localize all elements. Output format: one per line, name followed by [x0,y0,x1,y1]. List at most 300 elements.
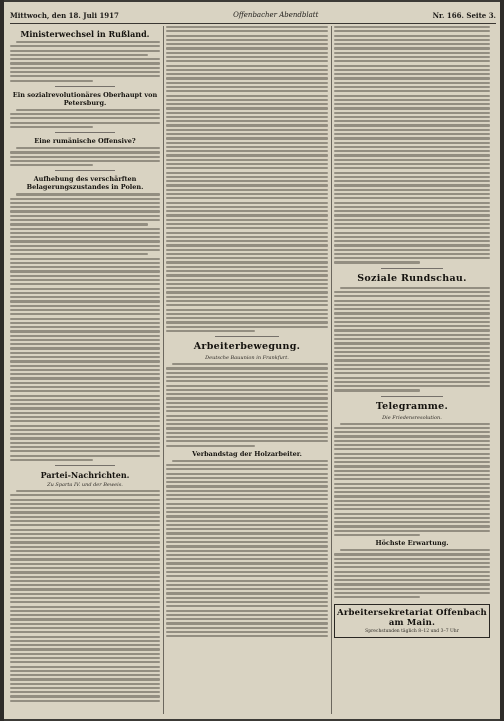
text-line [10,58,160,60]
text-line [10,369,160,371]
text-line [10,245,160,247]
article-body [166,460,328,638]
text-line [334,291,490,293]
text-line [166,410,328,412]
column-2 [166,26,328,716]
text-line [10,399,160,401]
text-line [166,423,328,425]
text-line [10,437,160,439]
text-line [166,515,328,517]
article-heading: Höchste Erwartung. [375,539,449,548]
text-line [340,423,490,425]
article-body [334,26,490,264]
text-line [334,202,490,204]
text-line [334,133,490,135]
text-line [166,210,328,212]
text-line [10,300,160,302]
text-line [334,304,490,306]
text-line [334,470,490,472]
text-line [10,687,160,689]
text-line [334,163,490,165]
text-line [166,326,328,328]
text-line [334,189,490,191]
text-line [166,610,328,612]
text-line [10,576,160,578]
text-line [10,330,160,332]
article-body [166,363,328,447]
text-line [334,504,490,506]
text-line [166,95,328,97]
text-line [10,164,93,166]
text-line [166,56,328,58]
text-line [334,377,490,379]
text-line [166,541,328,543]
text-line [166,494,328,496]
text-line [166,580,328,582]
text-line [334,236,490,238]
text-line [334,440,490,442]
text-line [166,249,328,251]
text-line [10,198,160,200]
text-line [10,666,160,668]
text-line [334,521,490,523]
text-line [166,103,328,105]
text-line [166,402,328,404]
text-line [334,184,490,186]
text-line [10,580,160,582]
text-line [10,240,160,242]
text-line [10,313,160,315]
text-line [334,65,490,67]
text-line [166,524,328,526]
text-line [10,631,160,633]
text-line [334,193,490,195]
article-heading: Partei-Nachrichten. [40,469,130,480]
text-line [166,330,255,332]
text-line [10,236,160,238]
text-line [334,317,490,319]
text-line [166,99,328,101]
text-line [166,477,328,479]
text-line [166,554,328,556]
header-issue: Nr. 166. Seite 3. [432,10,496,20]
text-line [166,372,328,374]
text-line [10,343,160,345]
text-line [166,163,328,165]
text-line [10,318,160,320]
text-line [166,481,328,483]
text-line [334,129,490,131]
text-line [166,202,328,204]
text-line [334,219,490,221]
text-line [334,124,490,126]
text-line [166,227,328,229]
article-heading: Ein sozialrevolutionäres Oberhaupt von Petersburg. [12,90,158,107]
text-line [10,644,160,646]
text-line [166,415,328,417]
text-line [334,364,490,366]
text-line [10,524,160,526]
text-line [334,351,490,353]
text-line [334,312,490,314]
text-line [334,210,490,212]
text-line [334,73,490,75]
text-line [166,129,328,131]
text-line [166,562,328,564]
text-line [334,461,490,463]
text-line [166,436,328,438]
text-line [10,597,160,599]
text-line [334,495,490,497]
text-line [166,176,328,178]
text-line [10,262,160,264]
text-line [10,554,160,556]
text-line [10,202,160,204]
text-line [166,550,328,552]
text-line [166,507,328,509]
text-line [10,494,160,496]
text-line [334,180,490,182]
text-line [166,146,328,148]
text-line [166,30,328,32]
text-line [334,368,490,370]
text-line [10,126,93,128]
text-line [166,313,328,315]
text-line [334,43,490,45]
text-line [10,455,160,457]
text-line [166,116,328,118]
text-line [340,287,490,289]
text-line [166,206,328,208]
text-line [166,389,328,391]
text-line [10,296,160,298]
text-line [166,73,328,75]
text-line [334,26,490,28]
text-line [166,274,328,276]
column-1 [10,26,160,716]
text-line [334,295,490,297]
text-line [334,107,490,109]
text-line [10,335,160,337]
text-line [334,508,490,510]
article-subheading: Zu Sparta IV. und der Beweis. [47,481,123,488]
text-line [334,99,490,101]
text-line [10,420,160,422]
text-line [166,537,328,539]
text-line [10,416,160,418]
text-line [166,287,328,289]
advertisement-box [334,604,490,638]
text-line [166,219,328,221]
text-line [10,459,93,461]
text-line [10,537,160,539]
text-line [334,583,490,585]
text-line [10,695,160,697]
text-line [10,206,160,208]
text-line [166,511,328,513]
text-line [10,232,160,234]
text-line [334,227,490,229]
article-separator [215,336,280,337]
text-line [10,80,93,82]
text-line [10,270,160,272]
text-line [166,440,328,442]
text-line [166,503,328,505]
text-line [334,562,490,564]
text-line [166,232,328,234]
text-line [166,618,328,620]
text-line [334,240,490,242]
text-line [10,266,160,268]
text-line [334,478,490,480]
section-heading: Arbeiterbewegung. [193,341,301,353]
text-line [166,304,328,306]
text-line [166,406,328,408]
text-line [334,232,490,234]
text-line [10,507,160,509]
text-line [334,359,490,361]
article-heading: Eine rumänische Offensive? [34,137,136,146]
text-line [166,393,328,395]
text-line [10,601,160,603]
text-line [166,321,328,323]
text-line [10,373,160,375]
text-line [334,150,490,152]
text-line [334,435,490,437]
text-line [16,147,160,149]
column-divider [331,26,332,714]
text-line [166,380,328,382]
text-line [10,623,160,625]
text-line [10,610,160,612]
text-line [334,381,490,383]
text-line [334,30,490,32]
text-line [166,223,328,225]
text-line [166,47,328,49]
text-line [10,219,160,221]
text-line [166,622,328,624]
text-line [334,47,490,49]
text-line [166,69,328,71]
text-line [10,558,160,560]
text-line [10,516,160,518]
text-line [166,317,328,319]
text-line [340,549,490,551]
text-line [334,116,490,118]
text-line [10,563,160,565]
text-line [334,453,490,455]
text-line [10,648,160,650]
text-line [10,275,160,277]
text-line [10,160,160,162]
text-line [166,270,328,272]
text-line [10,636,160,638]
text-line [10,691,160,693]
text-line [166,172,328,174]
text-line [166,397,328,399]
text-line [334,355,490,357]
text-line [334,579,490,581]
section-heading: Telegramme. [375,400,449,412]
text-line [10,606,160,608]
text-line [10,122,160,124]
text-line [166,189,328,191]
text-line [166,86,328,88]
text-line [334,300,490,302]
text-line [10,520,160,522]
text-line [334,517,490,519]
text-line [334,342,490,344]
text-line [334,457,490,459]
text-line [334,465,490,467]
text-line [10,403,160,405]
text-line [334,575,490,577]
text-line [334,90,490,92]
text-line [10,50,160,52]
text-line [10,62,160,64]
text-line [334,329,490,331]
text-line [10,223,148,225]
text-line [334,103,490,105]
text-line [334,448,490,450]
text-line [10,288,160,290]
text-line [166,253,328,255]
article-heading: Verbandstag der Holzarbeiter. [192,449,302,458]
text-line [10,309,160,311]
text-line [166,167,328,169]
text-line [334,372,490,374]
text-line [172,460,328,462]
text-line [10,356,160,358]
text-line [10,305,160,307]
text-line [10,117,160,119]
text-line [334,206,490,208]
text-line [334,172,490,174]
text-line [10,347,160,349]
text-line [166,291,328,293]
text-line [166,257,328,259]
text-line [10,390,160,392]
text-line [166,184,328,186]
text-line [166,597,328,599]
article-separator [55,465,115,466]
text-line [10,640,160,642]
text-line [10,386,160,388]
text-line [166,385,328,387]
text-line [10,533,160,535]
article-body [10,41,160,82]
text-line [166,193,328,195]
text-line [166,309,328,311]
page-header [10,8,496,22]
text-line [10,546,160,548]
text-line [10,360,160,362]
section-heading: Soziale Rundschau. [357,272,467,284]
text-line [172,363,328,365]
text-line [166,627,328,629]
text-line [10,377,160,379]
text-line [166,77,328,79]
text-line [334,154,490,156]
text-line [166,427,328,429]
text-line [166,545,328,547]
text-line [10,395,160,397]
text-line [334,86,490,88]
text-line [166,137,328,139]
text-line [10,678,160,680]
text-line [10,71,160,73]
text-line [334,167,490,169]
text-line [10,618,160,620]
text-line [334,558,490,560]
text-line [166,133,328,135]
text-line [166,244,328,246]
article-body [334,423,490,537]
article-body [10,193,160,461]
text-line [334,120,490,122]
text-line [10,249,160,251]
text-line [166,367,328,369]
text-line [334,487,490,489]
text-line [334,56,490,58]
text-line [10,670,160,672]
article-separator [55,132,115,133]
text-line [166,261,328,263]
text-line [334,338,490,340]
text-line [334,385,490,387]
text-line [10,326,160,328]
text-line [10,588,160,590]
text-line [166,150,328,152]
text-line [166,112,328,114]
text-line [10,75,160,77]
text-line [10,365,160,367]
text-line [10,322,160,324]
text-line [166,584,328,586]
text-line [334,223,490,225]
article-body [10,490,160,702]
text-line [334,60,490,62]
text-line [166,266,328,268]
text-line [166,279,328,281]
text-line [334,483,490,485]
text-line [10,567,160,569]
text-line [10,156,160,158]
article-heading: Aufhebung des verschärften Belagerungszustandes in Polen. [26,175,144,192]
text-line [10,442,160,444]
article-subheading: Die Friedensresolution. [382,414,442,421]
text-line [334,257,490,259]
text-line [166,575,328,577]
text-line [166,490,328,492]
text-line [166,558,328,560]
text-line [10,258,160,260]
text-line [334,214,490,216]
header-rule [10,23,496,24]
text-line [334,95,490,97]
text-line [166,296,328,298]
scan-edge-right [500,0,504,721]
text-line [10,674,160,676]
text-line [166,240,328,242]
text-line [334,566,490,568]
article-heading: Ministerwechsel in Rußland. [20,29,150,39]
text-line [334,261,420,263]
article-separator [55,86,115,87]
text-line [10,292,160,294]
header-date: Mittwoch, den 18. Juli 1917 [10,10,119,20]
text-line [10,511,160,513]
